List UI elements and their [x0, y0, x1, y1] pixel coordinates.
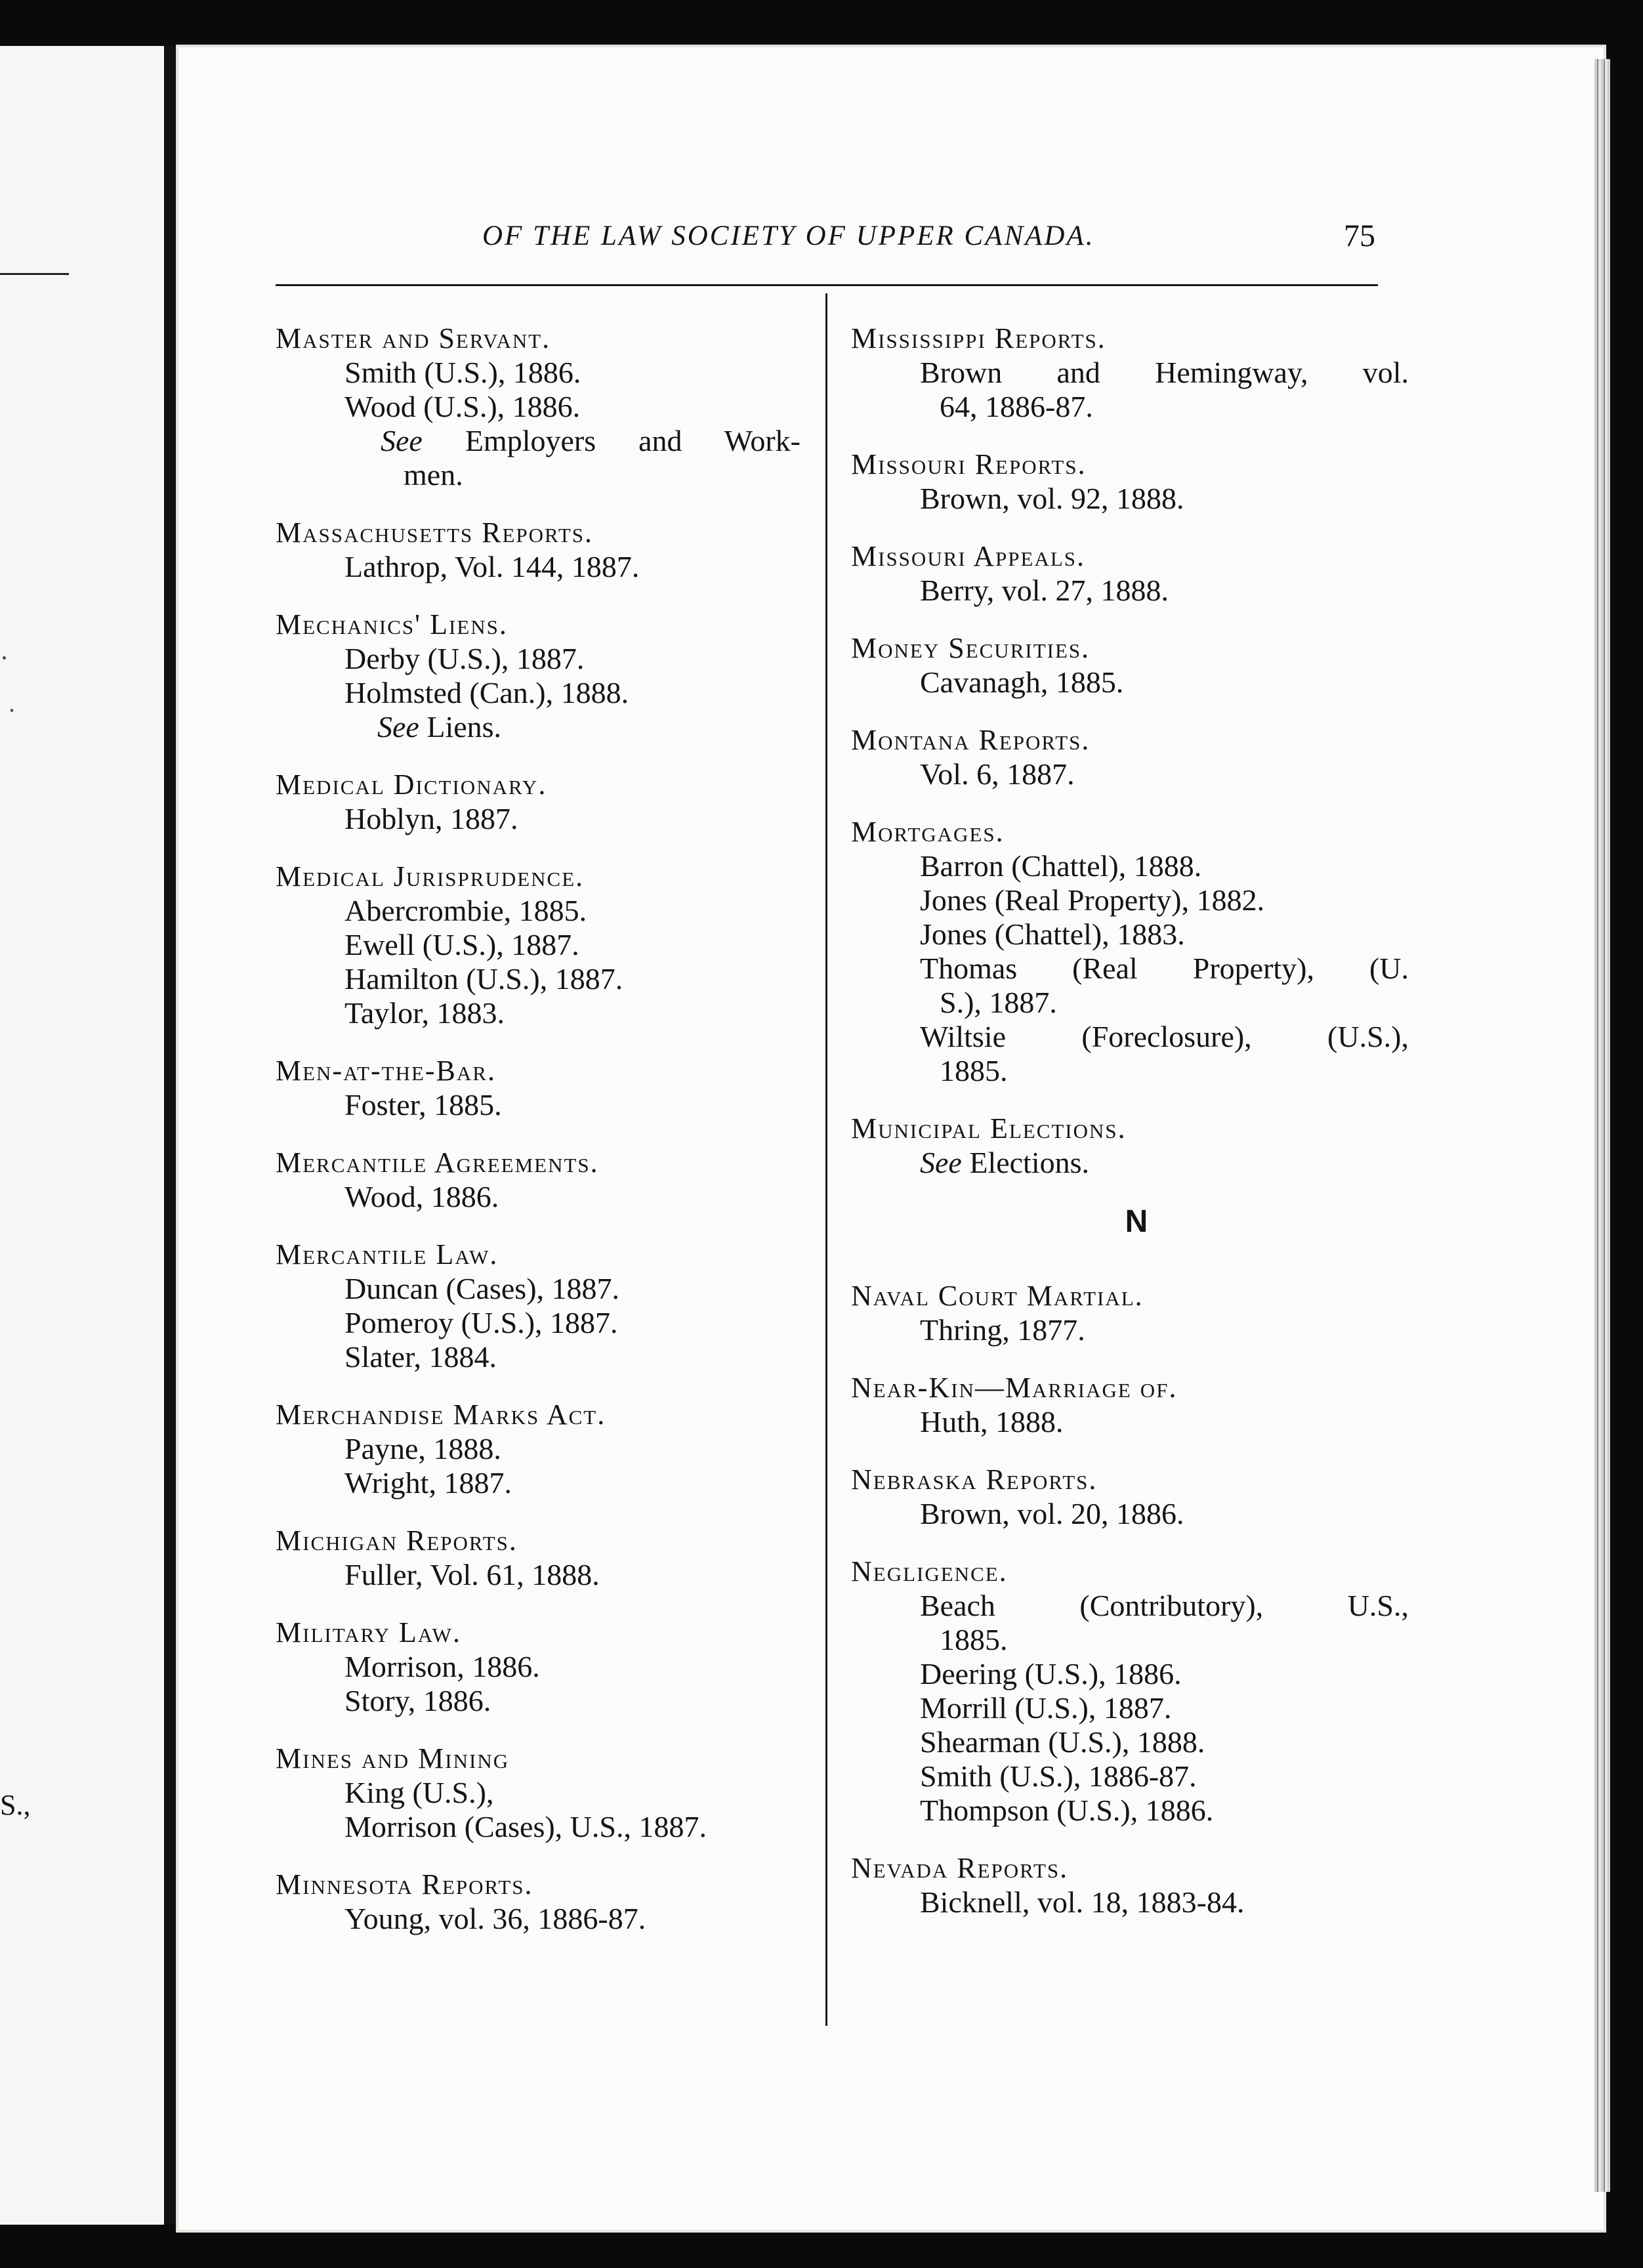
- entry-line: Brown, vol. 92, 1888.: [920, 482, 1184, 515]
- entry-line: Holmsted (Can.), 1888.: [344, 676, 629, 709]
- entry-line: Beach (Contributory), U.S.,: [920, 1589, 1409, 1622]
- entry-heading: Minnesota Reports.: [276, 1868, 533, 1900]
- index-entry: [851, 1279, 1422, 1347]
- entry-continuation: 1885.: [940, 1623, 1008, 1656]
- facing-page-fragment: S.,: [0, 1789, 31, 1821]
- entry-line: Ewell (U.S.), 1887.: [344, 928, 579, 961]
- entry-line: Lathrop, Vol. 144, 1887.: [344, 550, 640, 583]
- facing-page: [0, 46, 164, 2225]
- entry-line: King (U.S.),: [344, 1776, 494, 1809]
- entry-heading: Missouri Reports.: [851, 448, 1087, 480]
- entry-heading: Missouri Appeals.: [851, 540, 1086, 572]
- facing-page-rule: [0, 273, 69, 275]
- entry-heading: Montana Reports.: [851, 724, 1091, 756]
- entry-line: Wiltsie (Foreclosure), (U.S.),: [920, 1020, 1409, 1053]
- entry-line: Morrison (Cases), U.S., 1887.: [344, 1810, 707, 1843]
- entry-heading: Michigan Reports.: [276, 1524, 518, 1557]
- entry-line: Story, 1886.: [344, 1684, 491, 1717]
- entry-heading: Municipal Elections.: [851, 1112, 1127, 1144]
- entry-line: Bicknell, vol. 18, 1883-84.: [920, 1885, 1245, 1919]
- entry-line: Smith (U.S.), 1886.: [344, 356, 581, 389]
- index-entry: [276, 1616, 814, 1718]
- entry-heading: Mortgages.: [851, 816, 1005, 848]
- see-reference: [276, 424, 814, 458]
- entry-line: Shearman (U.S.), 1888.: [920, 1725, 1205, 1759]
- entry-line: Derby (U.S.), 1887.: [344, 642, 585, 675]
- index-entry: [851, 448, 1422, 516]
- entry-line: Huth, 1888.: [920, 1405, 1064, 1438]
- entry-line: Wood (U.S.), 1886.: [344, 390, 581, 423]
- entry-line: Thompson (U.S.), 1886.: [920, 1794, 1214, 1827]
- entry-line: Taylor, 1883.: [344, 996, 505, 1030]
- index-entry: [276, 1868, 814, 1936]
- facing-page-mark: [3, 656, 6, 660]
- entry-line: Thring, 1877.: [920, 1313, 1085, 1347]
- entry-heading: Mechanics' Liens.: [276, 608, 508, 640]
- entry-line: Jones (Real Property), 1882.: [920, 883, 1265, 917]
- entry-heading: Near-Kin—Marriage of.: [851, 1372, 1178, 1404]
- entry-line: Abercrombie, 1885.: [344, 894, 587, 927]
- entry-line: Foster, 1885.: [344, 1088, 502, 1122]
- column-divider: [825, 293, 827, 2026]
- entry-line: Hoblyn, 1887.: [344, 802, 518, 835]
- entry-heading: Men-at-the-Bar.: [276, 1055, 496, 1087]
- see-word: See: [381, 424, 423, 457]
- index-entry: [276, 860, 814, 1030]
- entry-line: Payne, 1888.: [344, 1432, 501, 1465]
- entry-heading: Military Law.: [276, 1616, 461, 1648]
- entry-heading: Naval Court Martial.: [851, 1280, 1144, 1312]
- entry-line: Hamilton (U.S.), 1887.: [344, 962, 623, 996]
- entry-line: Young, vol. 36, 1886-87.: [344, 1902, 646, 1935]
- index-entry: [276, 1054, 814, 1122]
- index-entry: [276, 1742, 814, 1844]
- index-entry: [851, 1371, 1422, 1439]
- see-reference: [276, 710, 814, 744]
- index-entry: [851, 322, 1422, 424]
- facing-page-mark: [10, 709, 13, 712]
- entry-heading: Negligence.: [851, 1555, 1008, 1587]
- entry-line: Berry, vol. 27, 1888.: [920, 574, 1169, 607]
- entry-line: Wood, 1886.: [344, 1180, 499, 1213]
- entry-heading: Medical Jurisprudence.: [276, 860, 585, 892]
- entry-heading: Massachusetts Reports.: [276, 516, 594, 549]
- entry-line: Fuller, Vol. 61, 1888.: [344, 1558, 600, 1591]
- index-entry: [851, 631, 1422, 700]
- entry-line: Brown, vol. 20, 1886.: [920, 1497, 1184, 1530]
- see-continuation: men.: [404, 458, 463, 492]
- entry-continuation: 64, 1886-87.: [940, 390, 1093, 423]
- left-column: [276, 322, 814, 1960]
- entry-line: Slater, 1884.: [344, 1340, 497, 1374]
- entry-line: Jones (Chattel), 1883.: [920, 917, 1185, 951]
- entry-heading: Money Securities.: [851, 632, 1091, 664]
- entry-continuation: S.), 1887.: [940, 986, 1057, 1019]
- see-target: Employers and Work-: [465, 424, 801, 457]
- index-entry: [851, 1555, 1422, 1828]
- see-word: See: [377, 710, 419, 744]
- entry-line: Morrill (U.S.), 1887.: [920, 1691, 1172, 1725]
- page-edges: [1594, 59, 1610, 2192]
- entry-heading: Merchandise Marks Act.: [276, 1398, 606, 1431]
- index-entry: [276, 1524, 814, 1592]
- index-entry: [276, 516, 814, 584]
- see-target: Liens.: [426, 710, 502, 744]
- page-number: 75: [1344, 219, 1375, 253]
- see-reference: [851, 1146, 1422, 1180]
- entry-line: Pomeroy (U.S.), 1887.: [344, 1306, 618, 1339]
- entry-heading: Mississippi Reports.: [851, 322, 1106, 354]
- index-entry: [851, 539, 1422, 608]
- see-word: See: [920, 1146, 962, 1179]
- entry-heading: Mercantile Law.: [276, 1238, 499, 1270]
- running-head: OF THE LAW SOCIETY OF UPPER CANADA.: [482, 220, 1095, 251]
- index-entry: [851, 723, 1422, 791]
- entry-line: Morrison, 1886.: [344, 1650, 540, 1683]
- see-target: Elections.: [969, 1146, 1090, 1179]
- entry-line: Barron (Chattel), 1888.: [920, 849, 1202, 883]
- entry-heading: Mercantile Agreements.: [276, 1146, 599, 1179]
- entry-line: Deering (U.S.), 1886.: [920, 1657, 1182, 1690]
- index-entry: [851, 1112, 1422, 1180]
- entry-heading: Mines and Mining: [276, 1742, 510, 1774]
- index-entry: [851, 815, 1422, 1088]
- entry-heading: Nebraska Reports.: [851, 1463, 1098, 1496]
- entry-line: Vol. 6, 1887.: [920, 757, 1075, 791]
- index-entry: [851, 1851, 1422, 1920]
- index-entry: [276, 768, 814, 836]
- entry-line: Cavanagh, 1885.: [920, 665, 1124, 699]
- entry-line: Brown and Hemingway, vol.: [920, 356, 1409, 389]
- entry-heading: Master and Servant.: [276, 322, 551, 354]
- entry-line: Smith (U.S.), 1886-87.: [920, 1759, 1197, 1793]
- entry-line: Duncan (Cases), 1887.: [344, 1272, 620, 1305]
- index-entry: [276, 322, 814, 492]
- header-rule: [276, 284, 1378, 286]
- index-entry: [276, 1398, 814, 1500]
- entry-heading: Nevada Reports.: [851, 1852, 1069, 1884]
- entry-line: Thomas (Real Property), (U.: [920, 952, 1409, 985]
- entry-line: Wright, 1887.: [344, 1466, 512, 1500]
- right-column: [851, 322, 1422, 1943]
- index-entry: [276, 608, 814, 744]
- index-entry: [276, 1146, 814, 1214]
- entry-heading: Medical Dictionary.: [276, 768, 547, 801]
- section-letter: N: [1125, 1204, 1148, 1239]
- index-entry: [851, 1463, 1422, 1531]
- index-entry: [276, 1238, 814, 1374]
- entry-continuation: 1885.: [940, 1054, 1008, 1087]
